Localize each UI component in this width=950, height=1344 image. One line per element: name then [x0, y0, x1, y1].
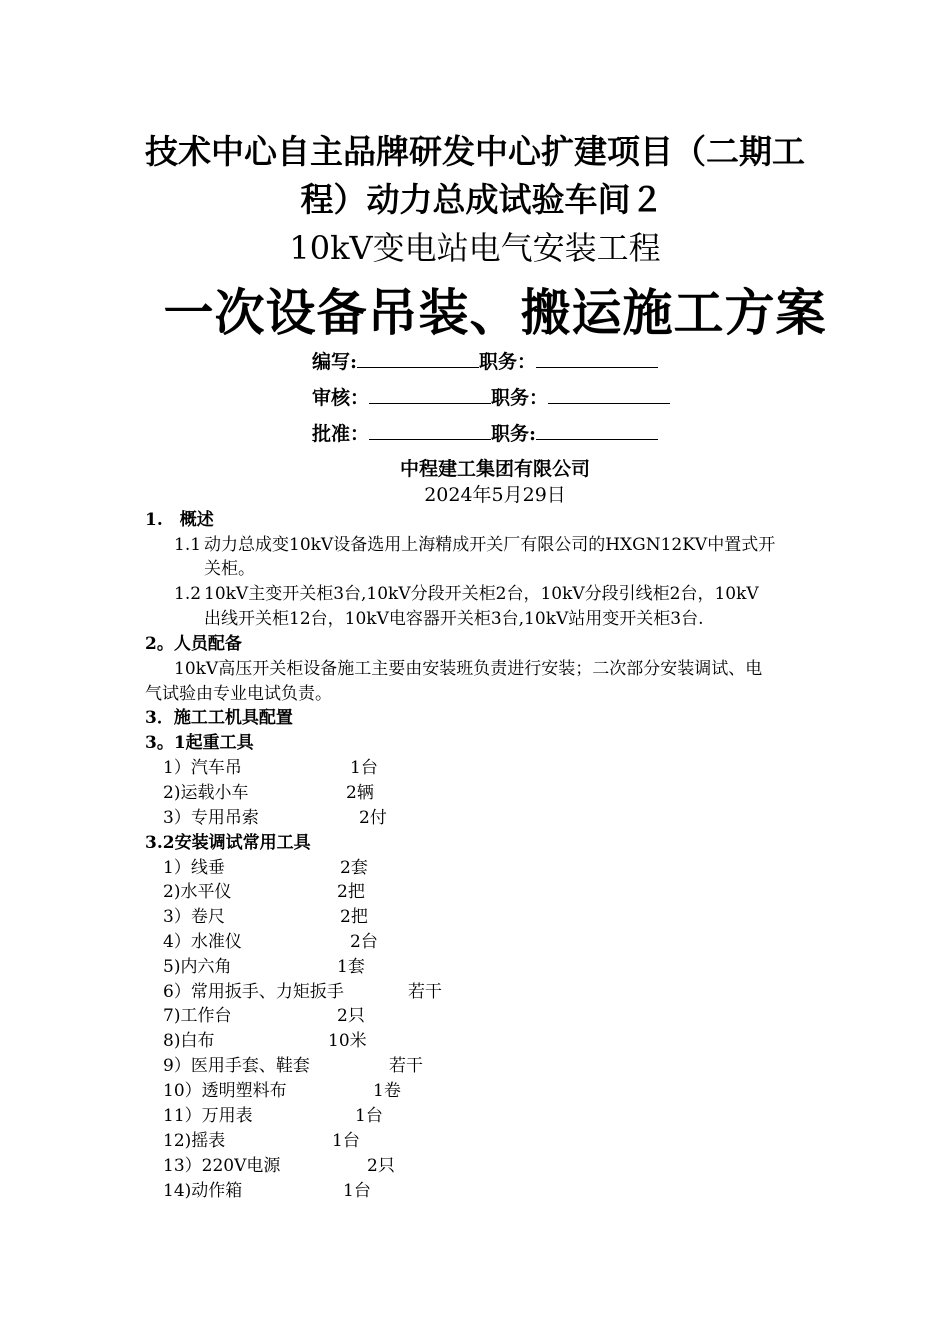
section2-line1: 10kV高压开关柜设备施工主要由安装班负责进行安装；二次部分安装调试、电 — [174, 659, 763, 679]
section2-heading: 2。人员配备 — [145, 634, 242, 654]
install-tool-name: 2)水平仪 — [163, 882, 232, 902]
install-tool-qty: 若干 — [408, 982, 442, 1002]
install-tool-qty: 1台 — [355, 1106, 383, 1126]
install-tool-qty: 1台 — [332, 1131, 360, 1151]
approver-duty-blank — [536, 421, 658, 440]
reviewer-label: 审核： — [312, 387, 370, 409]
section1-item1-line2: 关柜。 — [204, 559, 255, 579]
section1-item2-number: 1.2 — [174, 584, 202, 604]
install-tool-name: 12)摇表 — [163, 1131, 226, 1151]
install-tool-name: 4）水准仪 — [163, 932, 242, 952]
install-tool-qty: 2只 — [337, 1006, 365, 1026]
title-line-2: 程）动力总成试验车间２ — [300, 180, 664, 219]
install-tool-qty: 2套 — [340, 858, 368, 878]
approver-blank — [369, 421, 491, 440]
approver-label: 批准： — [312, 423, 370, 445]
install-tool-qty: 2只 — [367, 1156, 395, 1176]
section3-sub1-heading: 3。1起重工具 — [145, 733, 254, 753]
author-blank — [357, 349, 479, 368]
signature-row-author — [312, 349, 658, 375]
document-date: 2024年5月29日 — [424, 484, 566, 506]
signature-row-approver — [312, 421, 658, 447]
install-tool-name: 14)动作箱 — [163, 1181, 243, 1201]
install-tool-name: 6）常用扳手、力矩扳手 — [163, 982, 344, 1002]
install-tool-qty: 2把 — [340, 907, 368, 927]
install-tool-name: 7)工作台 — [163, 1006, 232, 1026]
install-tool-qty: 2台 — [350, 932, 378, 952]
install-tool-qty: 1卷 — [373, 1081, 401, 1101]
section3-sub2-heading: 3.2安装调试常用工具 — [145, 833, 311, 853]
section1-item2-line1: 10kV主变开关柜3台,10kV分段开关柜2台，10kV分段引线柜2台，10kV — [204, 584, 759, 604]
author-duty-label: 职务： — [479, 351, 537, 373]
author-duty-blank — [536, 349, 658, 368]
section3-heading: 3．施工工机具配置 — [145, 708, 293, 728]
install-tool-name: 9）医用手套、鞋套 — [163, 1056, 310, 1076]
reviewer-blank — [369, 385, 491, 404]
reviewer-duty-blank — [548, 385, 670, 404]
section1-heading: 1. 概述 — [145, 510, 214, 530]
lifting-tool-name: 3）专用吊索 — [163, 808, 259, 828]
install-tool-name: 13）220V电源 — [163, 1156, 281, 1176]
install-tool-qty: 1套 — [337, 957, 365, 977]
section2-line2: 气试验由专业电试负责。 — [145, 684, 332, 704]
lifting-tool-qty: 2辆 — [346, 783, 374, 803]
install-tool-name: 5)内六角 — [163, 957, 232, 977]
lifting-tool-name: 2)运载小车 — [163, 783, 249, 803]
install-tool-qty: 1台 — [343, 1181, 371, 1201]
install-tool-name: 10）透明塑料布 — [163, 1081, 287, 1101]
author-label: 编写: — [312, 351, 358, 373]
lifting-tool-name: 1）汽车吊 — [163, 758, 242, 778]
lifting-tool-qty: 2付 — [359, 808, 387, 828]
approver-duty-label: 职务: — [491, 423, 537, 445]
title-line-3: 10kV变电站电气安装工程 — [289, 229, 661, 267]
company-name: 中程建工集团有限公司 — [399, 458, 590, 480]
title-line-1: 技术中心自主品牌研发中心扩建项目（二期工 — [145, 132, 805, 171]
install-tool-name: 8)白布 — [163, 1031, 215, 1051]
install-tool-name: 11）万用表 — [163, 1106, 253, 1126]
install-tool-name: 3）卷尺 — [163, 907, 225, 927]
section1-item2-line2: 出线开关柜12台，10kV电容器开关柜3台,10kV站用变开关柜3台. — [204, 609, 704, 629]
install-tool-qty: 10米 — [328, 1031, 367, 1051]
install-tool-qty: 2把 — [337, 882, 365, 902]
section1-item1-line1: 动力总成变10kV设备选用上海精成开关厂有限公司的HXGN12KV中置式开 — [204, 535, 776, 555]
section1-item1-number: 1.1 — [174, 535, 202, 555]
signature-row-reviewer — [312, 385, 670, 411]
main-title: 一次设备吊装、搬运施工方案 — [163, 283, 827, 342]
lifting-tool-qty: 1台 — [350, 758, 378, 778]
install-tool-qty: 若干 — [389, 1056, 423, 1076]
reviewer-duty-label: 职务： — [491, 387, 549, 409]
install-tool-name: 1）线垂 — [163, 858, 225, 878]
